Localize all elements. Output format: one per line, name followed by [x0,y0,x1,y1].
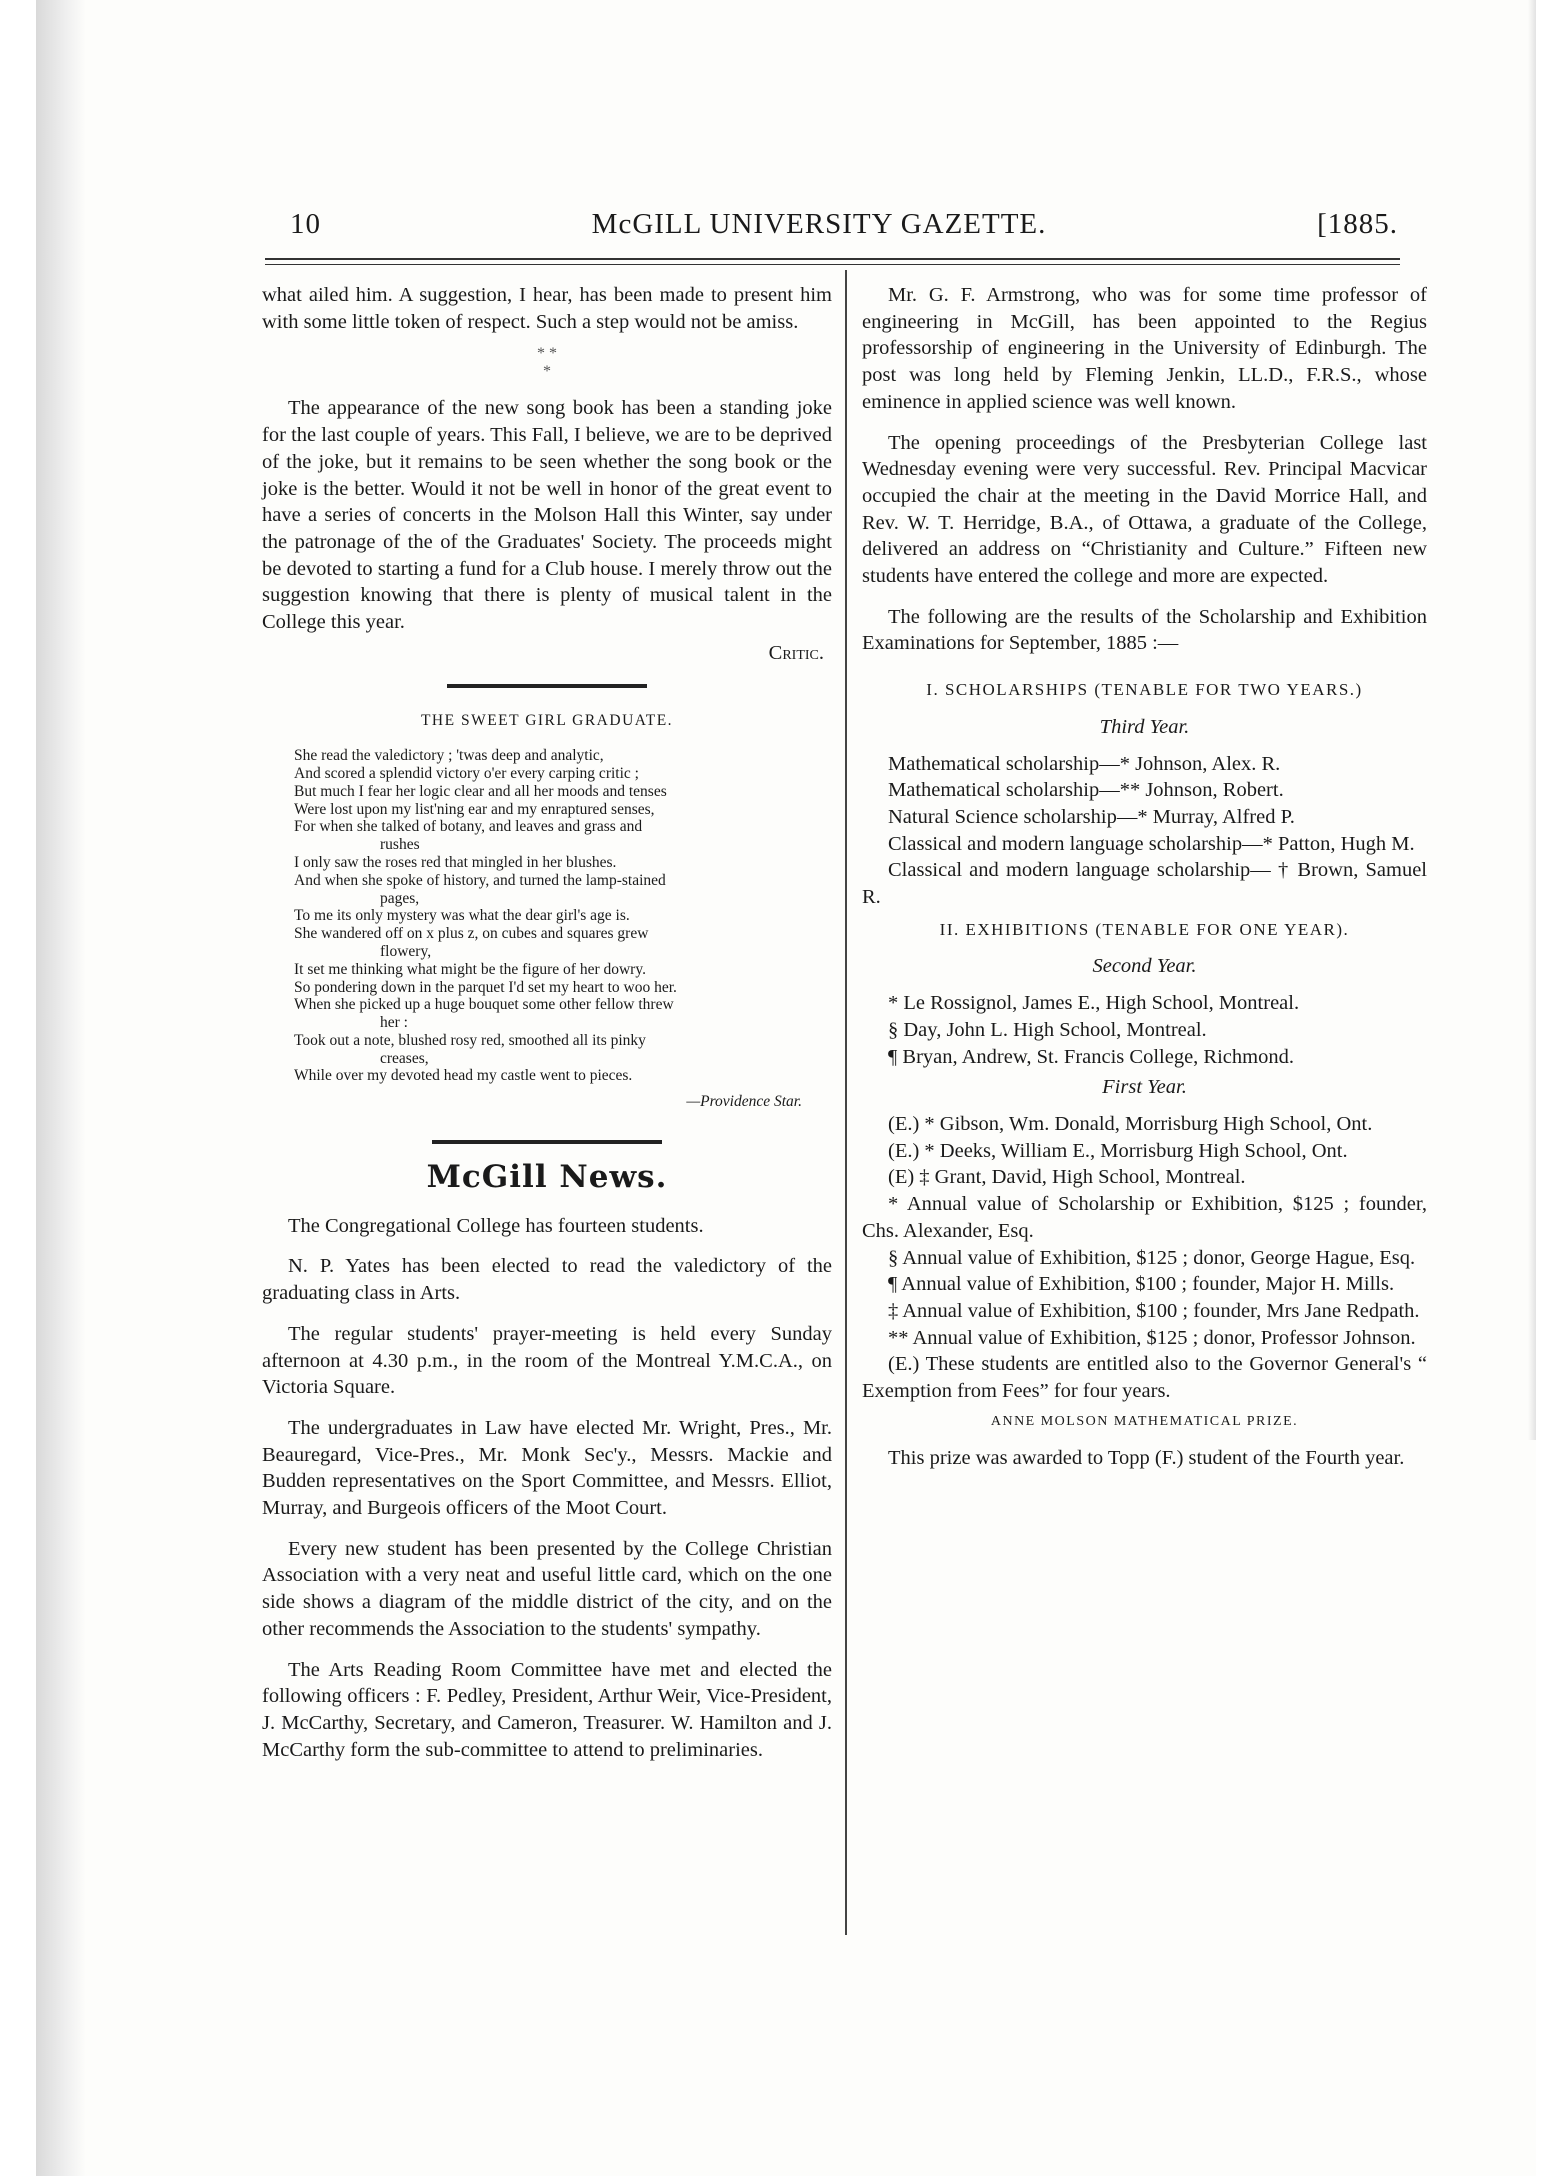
poem-line-continuation: creases, [380,1049,429,1067]
exhibition-entry: (E) ‡ Grant, David, High School, Montreal. [888,1166,1246,1189]
news-item: The undergraduates in Law have elected Mr. Wright, Pres., Mr. Beauregard, Vice-Pres., Mr. Monk Sec'y., Messrs. Mackie and Budden representatives on the Sport Committee, and Messrs. Elliot, Murray, and Burgeois officers of the Moot Court. [262,1416,832,1520]
footnote: (E.) These students are entitled also to the Governor General's “ Exemption from Fees” for four years. [862,1353,1427,1403]
news-item: The regular students' prayer-meeting is held every Sunday afternoon at 4.30 p.m., in the room of the Montreal Y.M.C.A., on Victoria Square. [262,1322,832,1399]
poem-line: And scored a splendid victory o'er every carping critic ; [294,764,639,782]
poem-line: Were lost upon my list'ning ear and my enraptured senses, [294,800,655,818]
publication-title: McGILL UNIVERSITY GAZETTE. [591,208,1047,240]
header-rule-bottom [265,264,1400,265]
poem [262,747,832,1085]
poem-line: I only saw the roses red that mingled in her blushes. [294,853,617,871]
section-break-asterism: * * * [537,345,557,381]
poem-line: Took out a note, blushed rosy red, smoothed all its pinky [294,1031,646,1049]
scholarship-entry: Mathematical scholarship—** Johnson, Robert. [888,779,1284,802]
poem-line: And when she spoke of history, and turned the lamp-stained [294,871,666,889]
poem-line: It set me thinking what might be the figure of her dowry. [294,960,646,978]
exhibition-entry: § Day, John L. High School, Montreal. [888,1018,1207,1041]
news-item: The Congregational College has fourteen students. [288,1214,704,1237]
exhibition-entry: * Le Rossignol, James E., High School, Montreal. [888,992,1300,1015]
signature: Critic. [768,641,824,664]
page-number: 10 [290,208,321,240]
footnote: ‡ Annual value of Exhibition, $100 ; founder, Mrs Jane Redpath. [888,1299,1420,1322]
footnote: * Annual value of Scholarship or Exhibition, $125 ; founder, Chs. Alexander, Esq. [862,1193,1427,1242]
scholarships-heading: I. SCHOLARSHIPS (TENABLE FOR TWO YEARS.) [926,680,1363,700]
poem-line: She read the valedictory ; 'twas deep and analytic, [294,747,604,765]
footnote: ** Annual value of Exhibition, $125 ; donor, Professor Johnson. [888,1326,1416,1349]
news-item: N. P. Yates has been elected to read the valedictory of the graduating class in Arts. [262,1255,832,1305]
exhibitions-heading: II. EXHIBITIONS (TENABLE FOR ONE YEAR). [939,919,1350,939]
header-rule-top [265,258,1400,260]
column-divider [845,270,847,1935]
page-edge-shadow [36,0,86,2176]
left-column [262,282,832,1763]
running-header [290,208,1398,241]
year-heading: Second Year. [1092,955,1197,978]
footnote: ¶ Annual value of Exhibition, $100 ; founder, Major H. Mills. [888,1273,1395,1296]
news-item: Mr. G. F. Armstrong, who was for some time professor of engineering in McGill, has been appointed to the Regius professorship of engineering in the University of Edinburgh. The post was long held by Fleming Jenkin, LL.D., F.R.S., whose eminence in applied science was well known. [862,284,1427,413]
section-rule [432,1140,662,1144]
poem-line: While over my devoted head my castle went to pieces. [294,1067,633,1085]
prize-heading: ANNE MOLSON MATHEMATICAL PRIZE. [990,1413,1299,1429]
section-rule [447,684,647,688]
right-column [862,282,1427,1472]
poem-line: When she picked up a huge bouquet some other fellow threw [294,996,674,1014]
issue-year: [1885. [1317,208,1398,240]
exhibition-entry: (E.) * Gibson, Wm. Donald, Morrisburg High School, Ont. [888,1112,1373,1135]
song-book-paragraph: The appearance of the new song book has been a standing joke for the last couple of years. This Fall, I believe, we are to be deprived of the joke, but it remains to be seen whether the song book or the joke is the better. Would it not be well in honor of the great event to have a series of concerts in the Molson Hall this Winter, say under the patronage of the of the Graduates' Society. The proceeds might be devoted to starting a fund for a Club house. I merely throw out the suggestion knowing that there is plenty of musical talent in the College this year. [262,397,832,634]
exhibition-entry: ¶ Bryan, Andrew, St. Francis College, Richmond. [888,1045,1294,1068]
poem-line-continuation: pages, [380,889,420,907]
article-continuation: what ailed him. A suggestion, I hear, has been made to present him with some little token of respect. Such a step would not be amiss. [262,284,832,333]
results-intro: The following are the results of the Scholarship and Exhibition Examinations for September, 1885 :— [862,605,1427,655]
page-edge-shadow-right [1528,0,1536,1440]
year-heading: First Year. [1102,1076,1187,1099]
poem-title: THE SWEET GIRL GRADUATE. [420,712,674,730]
news-item: The Arts Reading Room Committee have met and elected the following officers : F. Pedley, President, Arthur Weir, Vice-President, J. McCarthy, Secretary, and Cameron, Treasurer. W. Hamilton and J. McCarthy form the sub-committee to attend to preliminaries. [262,1658,832,1761]
section-heading: McGill News. [426,1158,668,1195]
scholarship-entry: Classical and modern language scholarship—* Patton, Hugh M. [888,832,1415,855]
poem-line-continuation: her : [380,1014,408,1032]
poem-line-continuation: rushes [380,836,420,854]
scholarship-entry: Mathematical scholarship—* Johnson, Alex. R. [888,752,1281,775]
poem-line: She wandered off on x plus z, on cubes and squares grew [294,925,649,943]
poem-line: So pondering down in the parquet I'd set my heart to woo her. [294,978,677,996]
year-heading: Third Year. [1099,715,1190,738]
footnote: § Annual value of Exhibition, $125 ; donor, George Hague, Esq. [888,1246,1416,1269]
scholarship-entry: Natural Science scholarship—* Murray, Alfred P. [888,805,1295,828]
poem-line-continuation: flowery, [380,942,432,960]
poem-source: —Providence Star. [686,1093,802,1111]
poem-line: To me its only mystery was what the dear girl's age is. [294,907,630,925]
prize-text: This prize was awarded to Topp (F.) student of the Fourth year. [888,1447,1405,1470]
news-item: The opening proceedings of the Presbyterian College last Wednesday evening were very successful. Rev. Principal Macvicar occupied the chair at the meeting in the David Morrice Hall, and Rev. W. T. Herridge, B.A., of Ottawa, a graduate of the College, delivered an address on “Christianity and Culture.” Fifteen new students have entered the college and more are expected. [862,431,1427,588]
poem-line: For when she talked of botany, and leaves and grass and [294,818,643,836]
news-item: Every new student has been presented by the College Christian Association with a very neat and useful little card, which on the one side shows a diagram of the middle district of the city, and on the other recommends the Association to the students' sympathy. [262,1537,832,1640]
poem-line: But much I fear her logic clear and all her moods and tenses [294,782,667,800]
scholarship-entry: Classical and modern language scholarship— † Brown, Samuel R. [862,859,1427,909]
exhibition-entry: (E.) * Deeks, William E., Morrisburg High School, Ont. [888,1139,1348,1162]
